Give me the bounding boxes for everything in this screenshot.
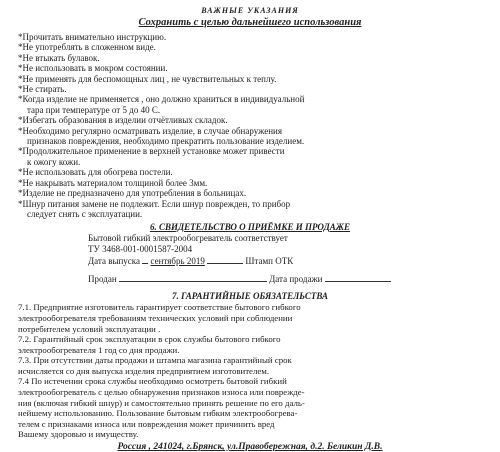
- instruction-item: *Избегать образования в изделии отчётливых складок.: [18, 115, 228, 126]
- sold-row: [88, 273, 482, 285]
- blank-line: [142, 255, 148, 264]
- guarantee-line: исчисляется со дня выпуска изделия предприятием изготовителем.: [18, 365, 270, 376]
- instruction-item-continued: тара при температуре от 5 до 40 С.: [27, 104, 161, 115]
- certificate-spec: ТУ 3468-001-0001587-2004: [88, 244, 193, 255]
- instruction-item: *Не применять для беспомощных лиц , не чувствительных к теплу.: [18, 73, 277, 84]
- blank-line: [207, 255, 243, 264]
- issue-date-value: сентябрь 2019: [150, 256, 205, 267]
- manufacturer-address: Россия , 241024, г.Брянск, ул.Правобережная, д.2. Беликин Д.В.: [117, 442, 383, 452]
- instruction-item: *Изделие не предназначено для употребления в больницах.: [18, 188, 247, 199]
- guarantee-text: [18, 302, 482, 440]
- guarantee-line: Вашему здоровью и имуществу.: [18, 429, 139, 440]
- issue-date-row: [88, 255, 482, 267]
- instruction-item: *Не использовать в мокром состоянии.: [18, 63, 168, 74]
- instruction-item: *Когда изделие не применяется , оно должно храниться в индивидуальной: [18, 94, 305, 105]
- guarantee-line: 7.3. При отсутствии даты продажи и штампа магазина гарантийный срок: [18, 355, 292, 366]
- sale-date-blank-line: [325, 273, 391, 282]
- instruction-item: *Не стирать.: [18, 84, 67, 95]
- page-subtitle: Сохранить с целью дальнейшего использования: [138, 17, 362, 28]
- instruction-item: *Продолжительное применение в верхней установке может привести: [18, 146, 285, 157]
- guarantee-line: 7.4 По истечении срока службы необходимо осмотреть бытовой гибкий: [18, 376, 287, 387]
- instruction-item: *Не накрывать материалом толщиной более 3мм.: [18, 177, 208, 188]
- instruction-list: [18, 32, 482, 219]
- instruction-item: *Не использовать для обогрева постели.: [18, 167, 173, 178]
- instruction-item-continued: следует снять с эксплуатации.: [27, 208, 143, 219]
- guarantee-line: ния (включая гибкий шнур) и самостоятельно принять решение по его даль-: [18, 397, 305, 408]
- instruction-item: *Не втыкать булавок.: [18, 52, 100, 63]
- instruction-item: *Шнур питания замене не подлежит. Если шнур поврежден, то прибор: [18, 198, 291, 209]
- sold-blank-line: [119, 273, 267, 282]
- guarantee-line: нейшему использованию. Пользование бытовым гибким электрообогрева-: [18, 408, 298, 419]
- guarantee-line: телем с признаками износа или повреждения может причинить вред: [18, 418, 275, 429]
- instruction-item: *Необходимо регулярно осматривать изделие, в случае обнаружения: [18, 125, 282, 136]
- guarantee-line: электрообогревателя требованиям технических условий при соблюдении: [18, 312, 293, 323]
- guarantee-heading: 7. ГАРАНТИЙНЫЕ ОБЯЗАТЕЛЬСТВА: [172, 291, 328, 302]
- issue-date-label: Дата выпуска: [88, 256, 141, 267]
- guarantee-line: 7.1. Предприятие изготовитель гарантирует соответствие бытового гибкого: [18, 302, 301, 313]
- certificate-block: [18, 233, 482, 285]
- instruction-item: *Не употреблять в сложенном виде.: [18, 42, 156, 53]
- guarantee-line: электрообогреватель с целью обнаружения признаков износа или поврежде-: [18, 387, 305, 398]
- sold-label: Продан: [88, 274, 117, 285]
- instruction-item: *Прочитать внимательно инструкцию.: [18, 32, 167, 42]
- guarantee-line: потребителем условий эксплуатации .: [18, 323, 161, 334]
- sale-date-label: Дата продажи: [269, 274, 323, 285]
- certificate-heading: 6. СВИДЕТЕЛЬСТВО О ПРИЁМКЕ И ПРОДАЖЕ: [149, 222, 351, 233]
- guarantee-line: 7.2. Гарантийный срок эксплуатации в срок службы бытового гибкого: [18, 334, 281, 345]
- page-title: ВАЖНЫЕ УКАЗАНИЯ: [201, 6, 299, 15]
- certificate-line: Бытовой гибкий электрообогреватель соответствует: [88, 233, 288, 244]
- instruction-item-continued: признаков повреждения, необходимо прекратить пользование изделием.: [27, 136, 305, 147]
- stamp-label: Штамп ОТК: [245, 256, 294, 267]
- instruction-item-continued: к ожогу кожи.: [27, 156, 81, 167]
- guarantee-line: электрообогревателя 1 год со дня продажи.: [18, 344, 180, 355]
